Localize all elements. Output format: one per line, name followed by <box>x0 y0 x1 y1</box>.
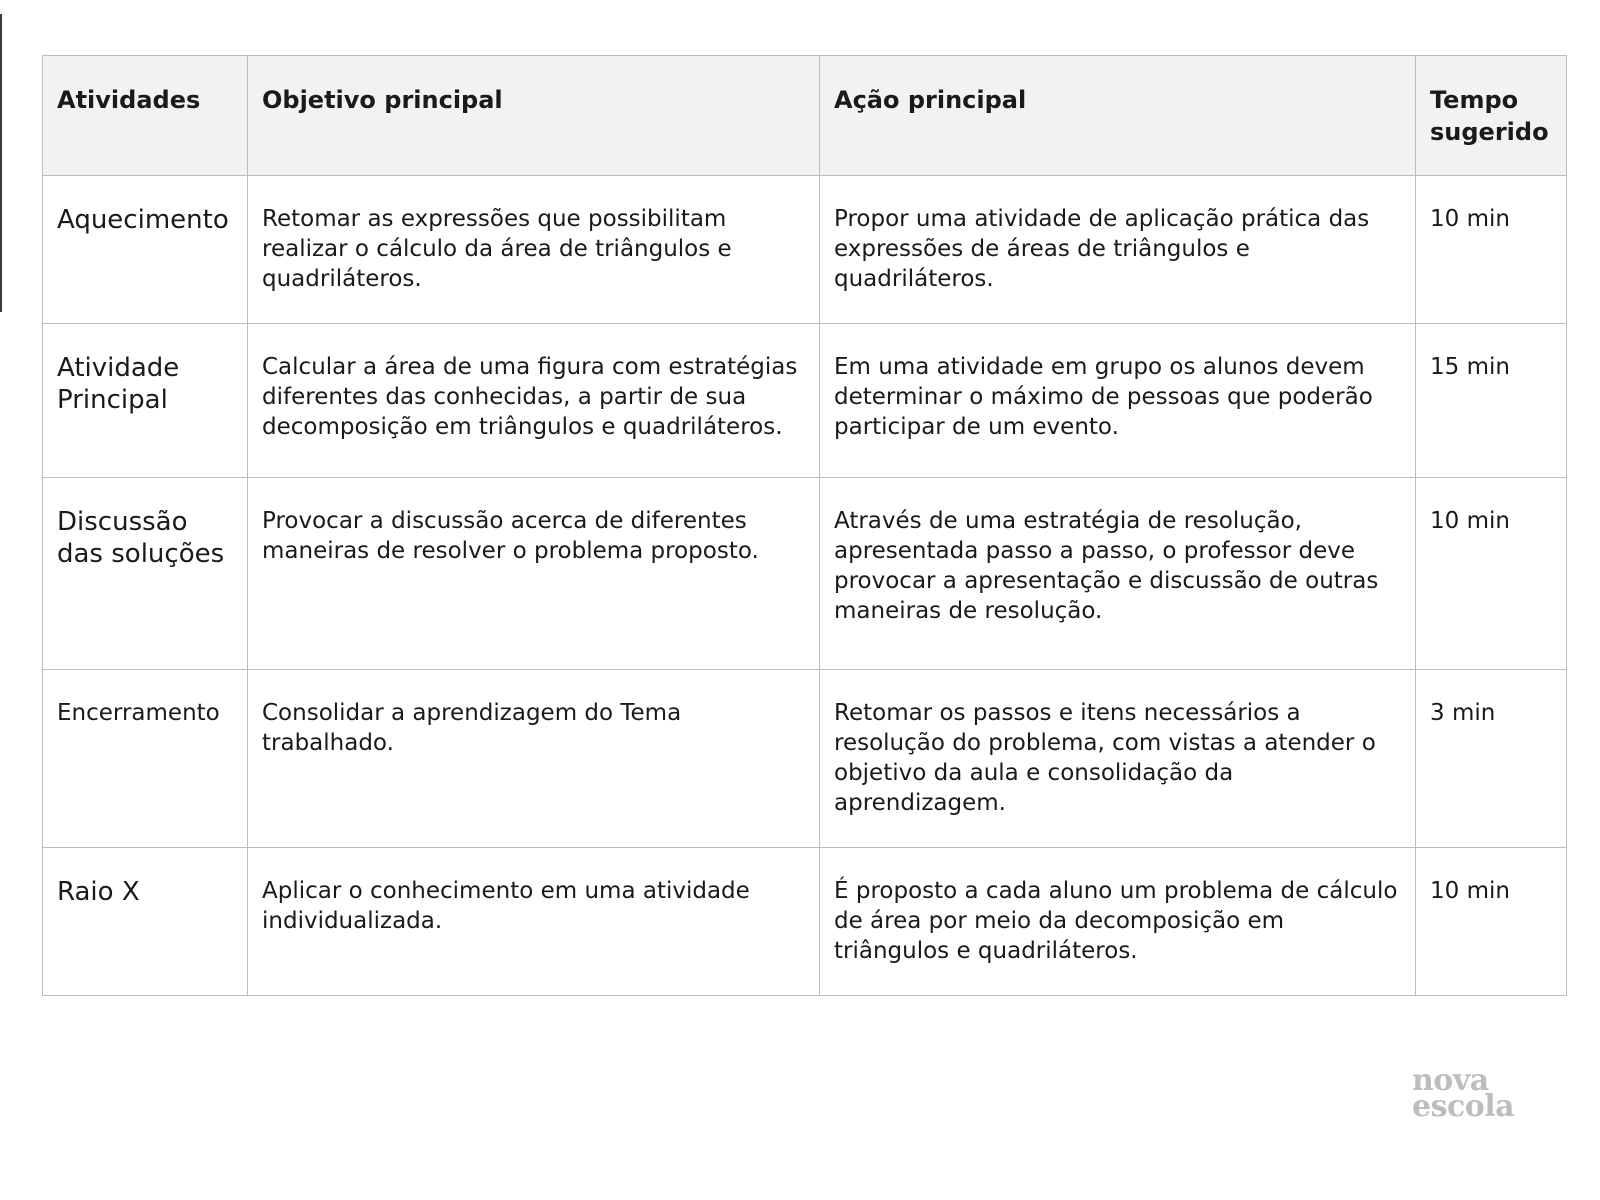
header-tempo: Tempo sugerido <box>1416 56 1567 176</box>
table-row <box>43 848 1567 996</box>
lesson-plan-table <box>42 55 1567 996</box>
header-acao: Ação principal <box>820 56 1416 176</box>
activity-cell: Atividade Principal <box>43 324 248 478</box>
objective-cell: Provocar a discussão acerca de diferentes maneiras de resolver o problema proposto. <box>248 478 820 670</box>
activity-cell: Aquecimento <box>43 176 248 324</box>
time-cell: 10 min <box>1416 478 1567 670</box>
objective-cell: Calcular a área de uma figura com estratégias diferentes das conhecidas, a partir de sua decomposição em triângulos e quadriláteros. <box>248 324 820 478</box>
action-cell: Através de uma estratégia de resolução, apresentada passo a passo, o professor deve provocar a apresentação e discussão de outras maneiras de resolução. <box>820 478 1416 670</box>
objective-cell: Aplicar o conhecimento em uma atividade individualizada. <box>248 848 820 996</box>
activity-cell: Raio X <box>43 848 248 996</box>
left-margin-bar <box>0 14 2 312</box>
time-cell: 10 min <box>1416 176 1567 324</box>
header-atividades: Atividades <box>43 56 248 176</box>
nova-escola-logo <box>1412 1063 1532 1124</box>
time-cell: 15 min <box>1416 324 1567 478</box>
table-row <box>43 670 1567 848</box>
table-row <box>43 176 1567 324</box>
action-cell: Em uma atividade em grupo os alunos devem determinar o máximo de pessoas que poderão participar de um evento. <box>820 324 1416 478</box>
action-cell: Retomar os passos e itens necessários a resolução do problema, com vistas a atender o objetivo da aula e consolidação da aprendizagem. <box>820 670 1416 848</box>
logo-line-nova: nova <box>1412 1063 1489 1098</box>
activity-cell: Discussão das soluções <box>43 478 248 670</box>
time-cell: 10 min <box>1416 848 1567 996</box>
objective-cell: Consolidar a aprendizagem do Tema trabalhado. <box>248 670 820 848</box>
header-objetivo: Objetivo principal <box>248 56 820 176</box>
time-cell: 3 min <box>1416 670 1567 848</box>
table-header-row <box>43 56 1567 176</box>
table-row <box>43 478 1567 670</box>
action-cell: É proposto a cada aluno um problema de cálculo de área por meio da decomposição em triângulos e quadriláteros. <box>820 848 1416 996</box>
table-row <box>43 324 1567 478</box>
action-cell: Propor uma atividade de aplicação prática das expressões de áreas de triângulos e quadriláteros. <box>820 176 1416 324</box>
logo-line-escola: escola <box>1412 1089 1515 1124</box>
activity-cell: Encerramento <box>43 670 248 848</box>
objective-cell: Retomar as expressões que possibilitam realizar o cálculo da área de triângulos e quadriláteros. <box>248 176 820 324</box>
